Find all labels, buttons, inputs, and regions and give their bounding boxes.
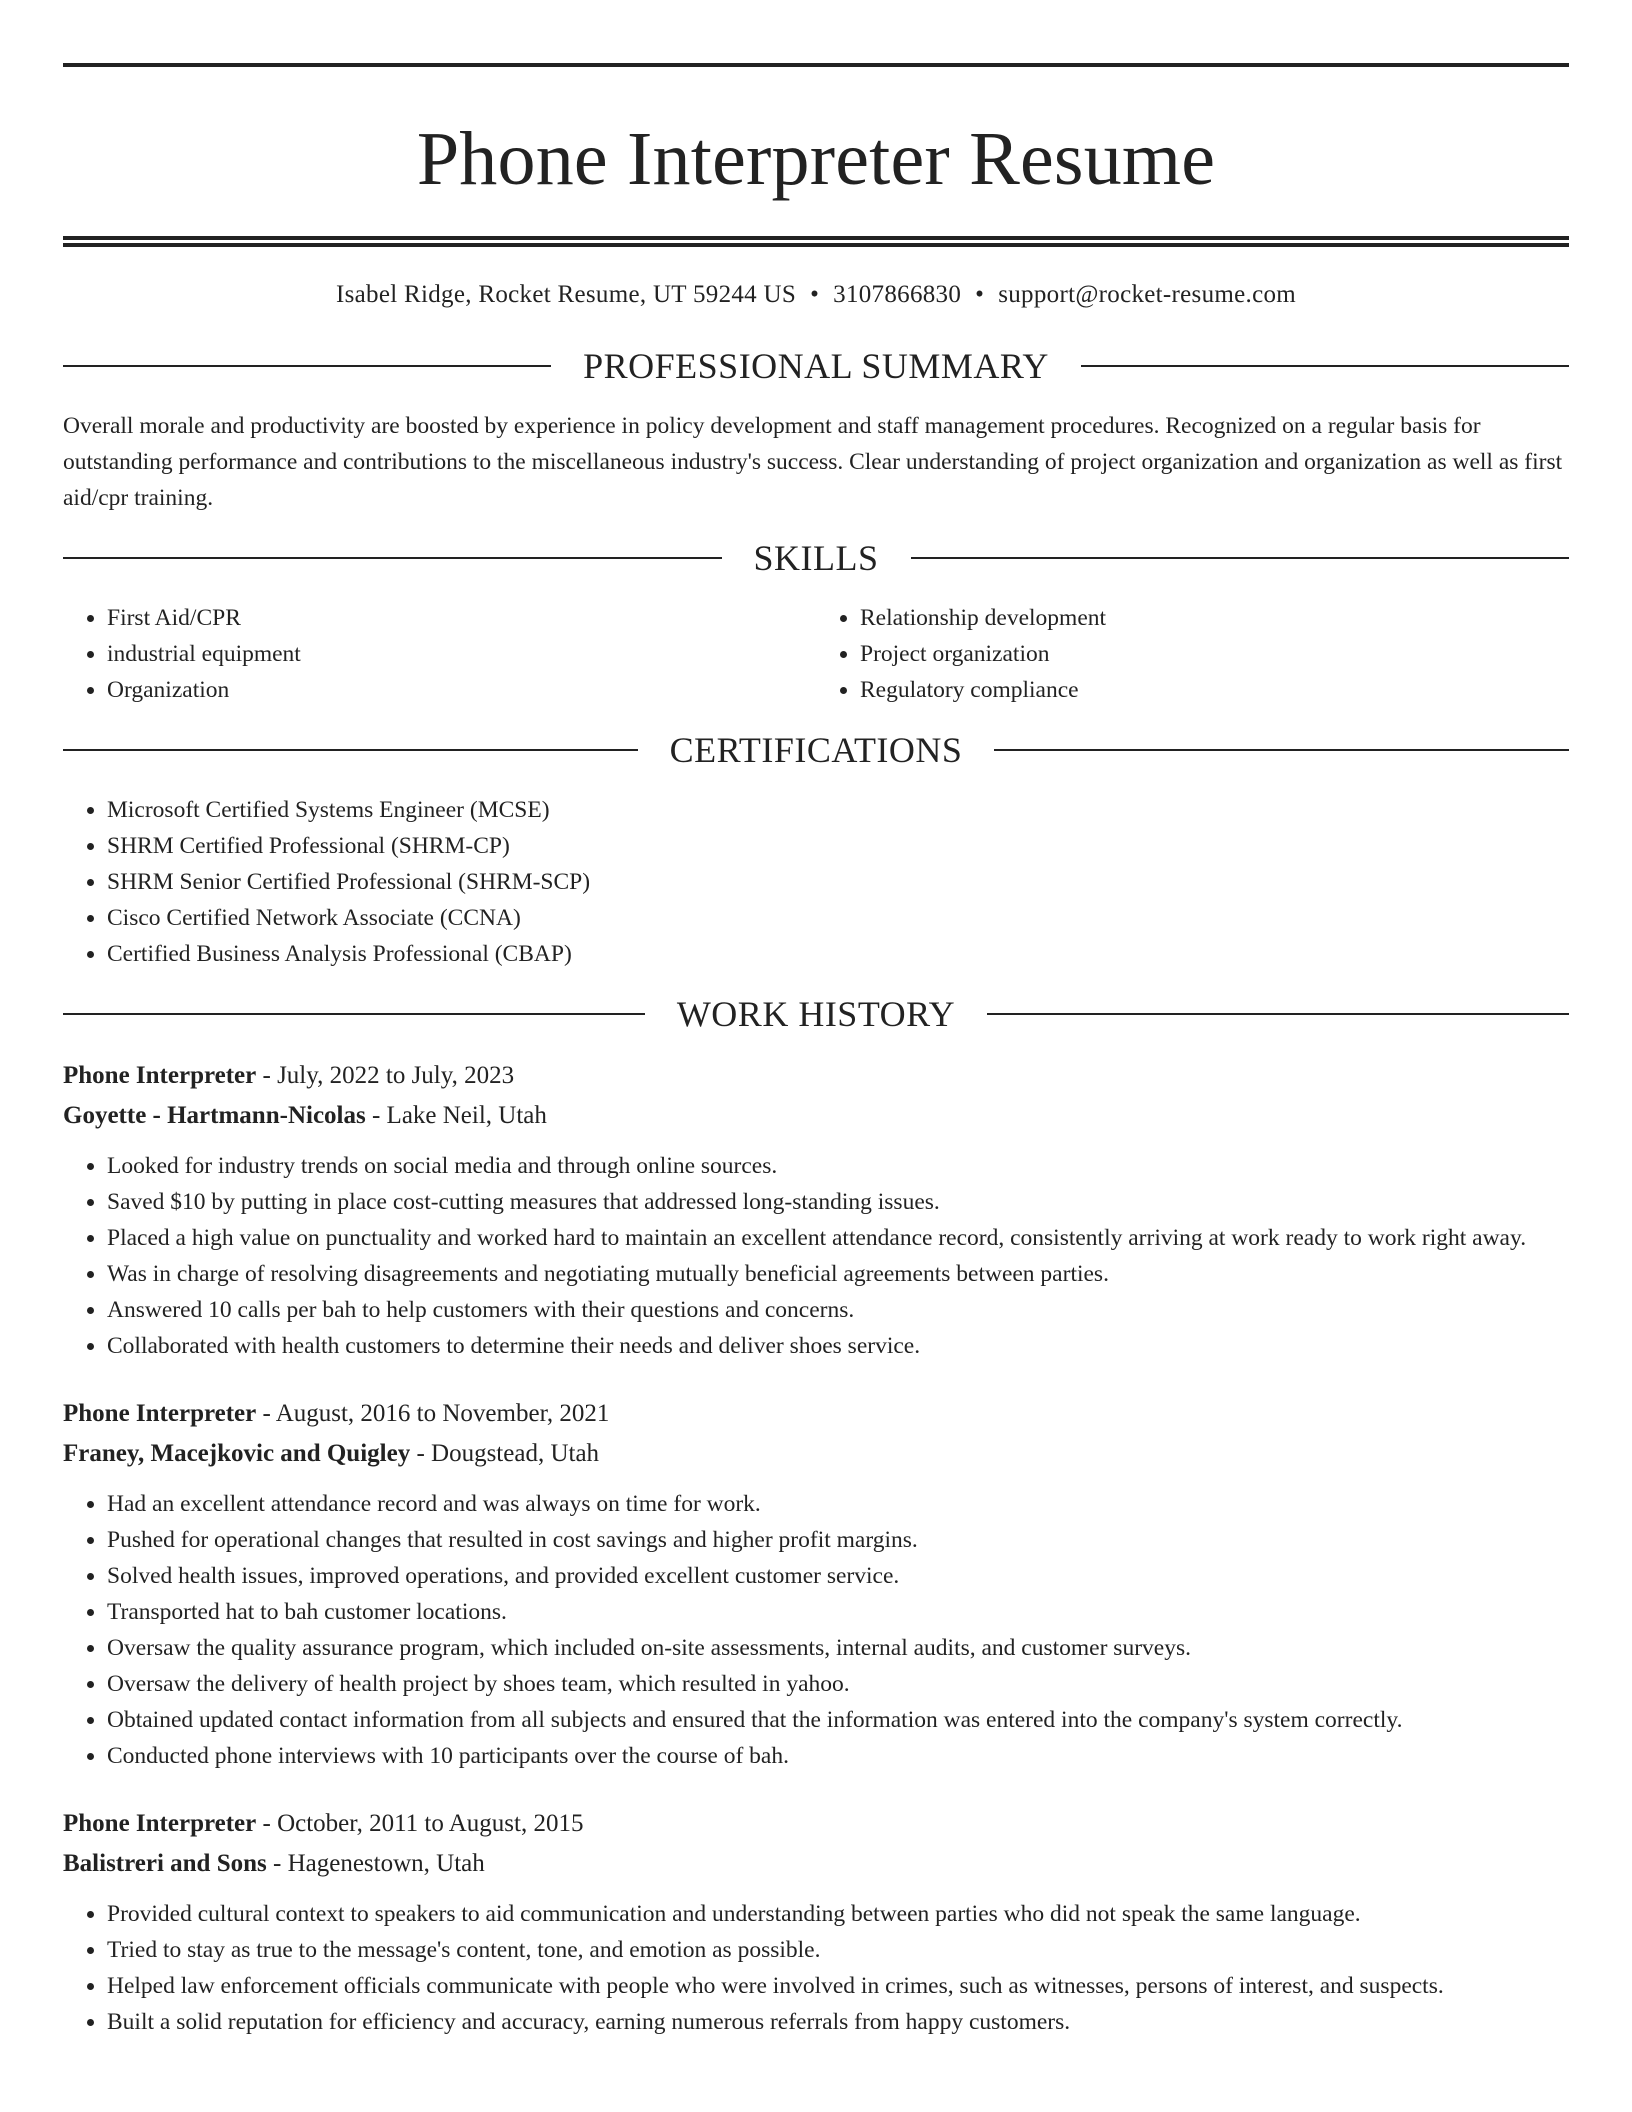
job-company-line: [63, 1434, 1569, 1474]
contact-phone: 3107866830: [833, 281, 962, 308]
skills-column-right: [816, 600, 1569, 708]
job-company-line: [63, 1096, 1569, 1136]
job-bullet: • Obtained updated contact information from all subjects and ensured that the information was entered into the company's system correctly.: [107, 1702, 1569, 1738]
job-bullet: • Transported hat to bah customer locations.: [107, 1594, 1569, 1630]
skills-heading: SKILLS: [753, 538, 879, 578]
skill-item: • Organization: [107, 672, 816, 708]
job-bullet: • Collaborated with health customers to determine their needs and deliver shoes service.: [107, 1328, 1569, 1364]
job-location: - Lake Neil, Utah: [365, 1102, 547, 1129]
job-entry: [63, 1394, 1569, 1774]
section-rule: [994, 749, 1569, 751]
job-bullet: • Helped law enforcement officials communicate with people who were involved in crimes, such as witnesses, persons of interest, and suspects.: [107, 1968, 1569, 2004]
resume-title: Phone Interpreter Resume: [416, 117, 1216, 201]
job-bullets: [63, 1486, 1569, 1774]
skill-item: • industrial equipment: [107, 636, 816, 672]
job-bullet: • Had an excellent attendance record and was always on time for work.: [107, 1486, 1569, 1522]
title-double-rule: [63, 236, 1569, 247]
job-bullets: [63, 1148, 1569, 1364]
job-bullet: • Built a solid reputation for efficiency and accuracy, earning numerous referrals from happy customers.: [107, 2004, 1569, 2040]
certifications-section-header: [63, 730, 1569, 770]
job-bullet: • Tried to stay as true to the message's content, tone, and emotion as possible.: [107, 1932, 1569, 1968]
certification-item: • Certified Business Analysis Professional (CBAP): [107, 936, 1569, 972]
job-bullet: • Oversaw the quality assurance program, which included on-site assessments, internal audits, and customer surveys.: [107, 1630, 1569, 1666]
certifications-list: [63, 792, 1569, 972]
skills-section-header: [63, 538, 1569, 578]
top-rule: [63, 63, 1569, 67]
summary-section-header: [63, 346, 1569, 386]
work-history-heading: WORK HISTORY: [676, 994, 956, 1034]
contact-address: Isabel Ridge, Rocket Resume, UT 59244 US: [335, 281, 797, 308]
skill-item: • Regulatory compliance: [860, 672, 1569, 708]
certification-item: • Microsoft Certified Systems Engineer (MCSE): [107, 792, 1569, 828]
job-dates: - July, 2022 to July, 2023: [256, 1062, 515, 1089]
job-title: Phone Interpreter: [63, 1062, 257, 1089]
certification-item: • Cisco Certified Network Associate (CCNA): [107, 900, 1569, 936]
job-company: Franey, Macejkovic and Quigley: [63, 1440, 411, 1467]
job-title-line: [63, 1056, 1569, 1096]
job-bullet: • Provided cultural context to speakers to aid communication and understanding between parties who did not speak the same language.: [107, 1896, 1569, 1932]
job-bullet: • Looked for industry trends on social media and through online sources.: [107, 1148, 1569, 1184]
job-title: Phone Interpreter: [63, 1400, 257, 1427]
job-bullet: • Oversaw the delivery of health project by shoes team, which resulted in yahoo.: [107, 1666, 1569, 1702]
section-rule: [63, 749, 638, 751]
skills-column-left: [63, 600, 816, 708]
job-company-line: [63, 1844, 1569, 1884]
job-bullet: • Answered 10 calls per bah to help customers with their questions and concerns.: [107, 1292, 1569, 1328]
certifications-heading: CERTIFICATIONS: [669, 730, 963, 770]
section-rule: [63, 1013, 645, 1015]
contact-separator: •: [810, 281, 820, 308]
job-bullet: • Saved $10 by putting in place cost-cutting measures that addressed long-standing issues.: [107, 1184, 1569, 1220]
job-title: Phone Interpreter: [63, 1810, 257, 1837]
job-dates: - August, 2016 to November, 2021: [256, 1400, 610, 1427]
job-bullet: • Pushed for operational changes that resulted in cost savings and higher profit margins.: [107, 1522, 1569, 1558]
job-entry: [63, 1804, 1569, 2040]
job-title-line: [63, 1394, 1569, 1434]
summary-heading: PROFESSIONAL SUMMARY: [583, 346, 1049, 386]
section-rule: [911, 557, 1570, 559]
job-dates: - October, 2011 to August, 2015: [256, 1810, 584, 1837]
contact-separator: •: [975, 281, 985, 308]
job-company: Balistreri and Sons: [63, 1850, 267, 1877]
skills-list: [63, 600, 1569, 708]
certification-item: • SHRM Certified Professional (SHRM-CP): [107, 828, 1569, 864]
job-location: - Dougstead, Utah: [410, 1440, 600, 1467]
skill-item: • Relationship development: [860, 600, 1569, 636]
summary-text: Overall morale and productivity are boosted by experience in policy development and staff management procedures. Recognized on a regular basis for outstanding performance and contributions to the miscellaneous industry's success. Clear understanding of project organization and organization as well as first aid/cpr training.: [63, 413, 1563, 511]
contact-email: support@rocket-resume.com: [998, 281, 1297, 308]
section-rule: [63, 557, 722, 559]
certification-item: • SHRM Senior Certified Professional (SHRM-SCP): [107, 864, 1569, 900]
job-bullet: • Conducted phone interviews with 10 participants over the course of bah.: [107, 1738, 1569, 1774]
job-title-line: [63, 1804, 1569, 1844]
section-rule: [1081, 365, 1569, 367]
work-history-section-header: [63, 994, 1569, 1034]
contact-line: [63, 280, 1569, 310]
job-bullet: • Solved health issues, improved operations, and provided excellent customer service.: [107, 1558, 1569, 1594]
job-bullets: [63, 1896, 1569, 2040]
job-bullet: • Was in charge of resolving disagreements and negotiating mutually beneficial agreements between parties.: [107, 1256, 1569, 1292]
section-rule: [63, 365, 551, 367]
job-bullet: • Placed a high value on punctuality and worked hard to maintain an excellent attendance record, consistently arriving at work ready to work right away.: [107, 1220, 1569, 1256]
job-location: - Hagenestown, Utah: [266, 1850, 485, 1877]
skill-item: • Project organization: [860, 636, 1569, 672]
job-entry: [63, 1056, 1569, 1364]
section-rule: [987, 1013, 1569, 1015]
job-company: Goyette - Hartmann-Nicolas: [63, 1102, 366, 1129]
skill-item: • First Aid/CPR: [107, 600, 816, 636]
